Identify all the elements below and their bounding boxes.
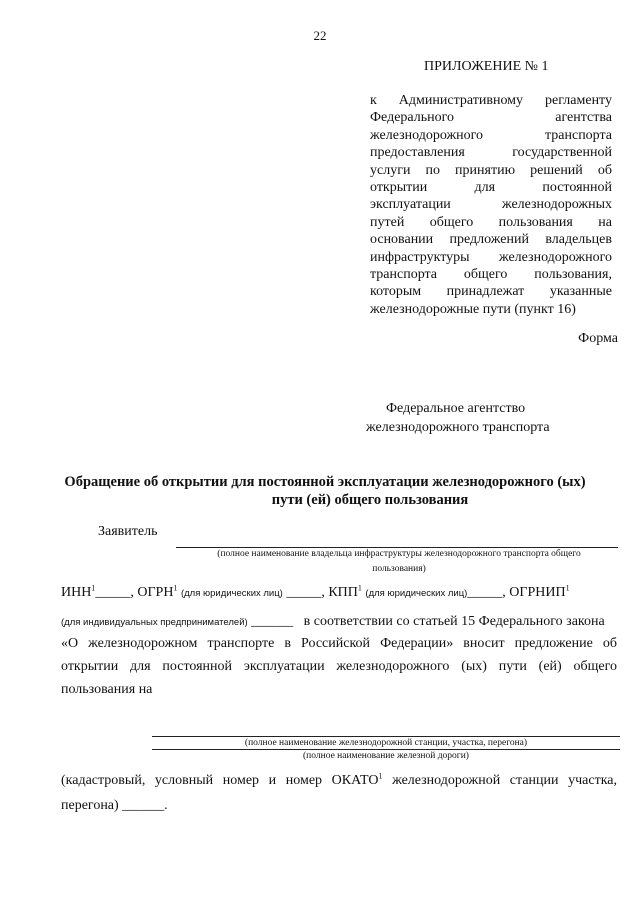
appendix-line: инфраструктуры железнодорожного (370, 249, 612, 265)
inn-label: ИНН (61, 585, 92, 600)
paragraph-text: открытии для постоянной эксплуатации железнодорожного (ых) пути (ей) общего (61, 659, 617, 674)
paragraph-line-4: пользования на (61, 682, 153, 697)
railway-field-note: (полное наименование железной дороги) (303, 751, 469, 761)
applicant-field-note-line-2: пользования) (372, 564, 426, 574)
appendix-line: которым принадлежат указанные (370, 284, 612, 300)
appendix-line: железнодорожные пути (пункт 16) (370, 301, 576, 317)
ogrnip-note: (для индивидуальных предпринимателей) (61, 617, 248, 628)
inn-blank[interactable]: _____ (95, 585, 131, 600)
ogrnip-blank[interactable]: ______ (251, 614, 294, 629)
recipient-line-2: железнодорожного транспорта (366, 420, 550, 435)
appendix-line: открытии для постоянной (370, 179, 612, 195)
appendix-line: эксплуатации железнодорожных (370, 197, 612, 213)
railway-name-field-line[interactable] (152, 749, 620, 750)
page-number: 22 (313, 28, 327, 43)
recipient-line-1: Федеральное агентство (386, 401, 526, 416)
document-title-line-1: Обращение об открытии для постоянной эксплуатации железнодорожного (ых) (64, 474, 586, 490)
kpp-label: , КПП (321, 585, 358, 600)
appendix-title: ПРИЛОЖЕНИЕ № 1 (424, 59, 549, 74)
applicant-field-note-line-1: (полное наименование владельца инфраструктуры железнодорожного транспорта общего (217, 549, 581, 559)
appendix-line: Федерального агентства (370, 110, 612, 126)
appendix-line: основании предложений владельцев (370, 232, 612, 248)
appendix-line: услуги по принятию решений об (370, 162, 612, 178)
cadastral-line-2: перегона) ______. (61, 798, 168, 813)
appendix-line: транспорта общего пользования, (370, 266, 612, 282)
paragraph-text: «О железнодорожном транспорте в Российской Федерации» вносит предложение об (61, 636, 617, 651)
station-name-field-line[interactable] (152, 736, 620, 737)
cadastral-text-b: железнодорожной станции участка, (382, 773, 617, 788)
ogrnip-label: , ОГРНИП (502, 585, 566, 600)
ogrn-blank[interactable]: _____ (286, 585, 322, 600)
cadastral-text (61, 770, 617, 792)
ogrn-note: (для юридических лиц) (180, 588, 283, 599)
form-label: Форма (578, 331, 618, 346)
cadastral-line-1 (61, 770, 617, 792)
paragraph-line-2 (61, 633, 617, 655)
applicant-label: Заявитель (98, 524, 158, 539)
footnote-mark: 1 (173, 583, 178, 593)
cadastral-text-a: (кадастровый, условный номер и номер ОКАТО (61, 773, 379, 788)
footnote-mark: 1 (378, 771, 383, 781)
appendix-line: железнодорожного транспорта (370, 127, 612, 143)
appendix-line: путей общего пользования на (370, 214, 612, 230)
kpp-blank[interactable]: _____ (467, 585, 503, 600)
kpp-note: (для юридических лиц) (365, 588, 468, 599)
ogrn-label: , ОГРН (130, 585, 174, 600)
identifiers-line (61, 585, 621, 601)
footnote-mark: 1 (357, 583, 362, 593)
appendix-line: предоставления государственной (370, 145, 612, 161)
paragraph-line-1-text: в соответствии со статьей 15 Федерального закона (303, 614, 605, 629)
paragraph-line-1 (61, 611, 617, 634)
footnote-mark: 1 (91, 583, 96, 593)
applicant-name-field-line[interactable] (176, 547, 618, 548)
appendix-line: к Административному регламенту (370, 93, 612, 108)
document-title-line-2: пути (ей) общего пользования (271, 492, 469, 508)
paragraph-line-3 (61, 656, 617, 678)
station-field-note: (полное наименование железнодорожной станции, участка, перегона) (244, 738, 528, 748)
footnote-mark: 1 (565, 583, 570, 593)
appendix-subtitle-block (370, 92, 612, 318)
